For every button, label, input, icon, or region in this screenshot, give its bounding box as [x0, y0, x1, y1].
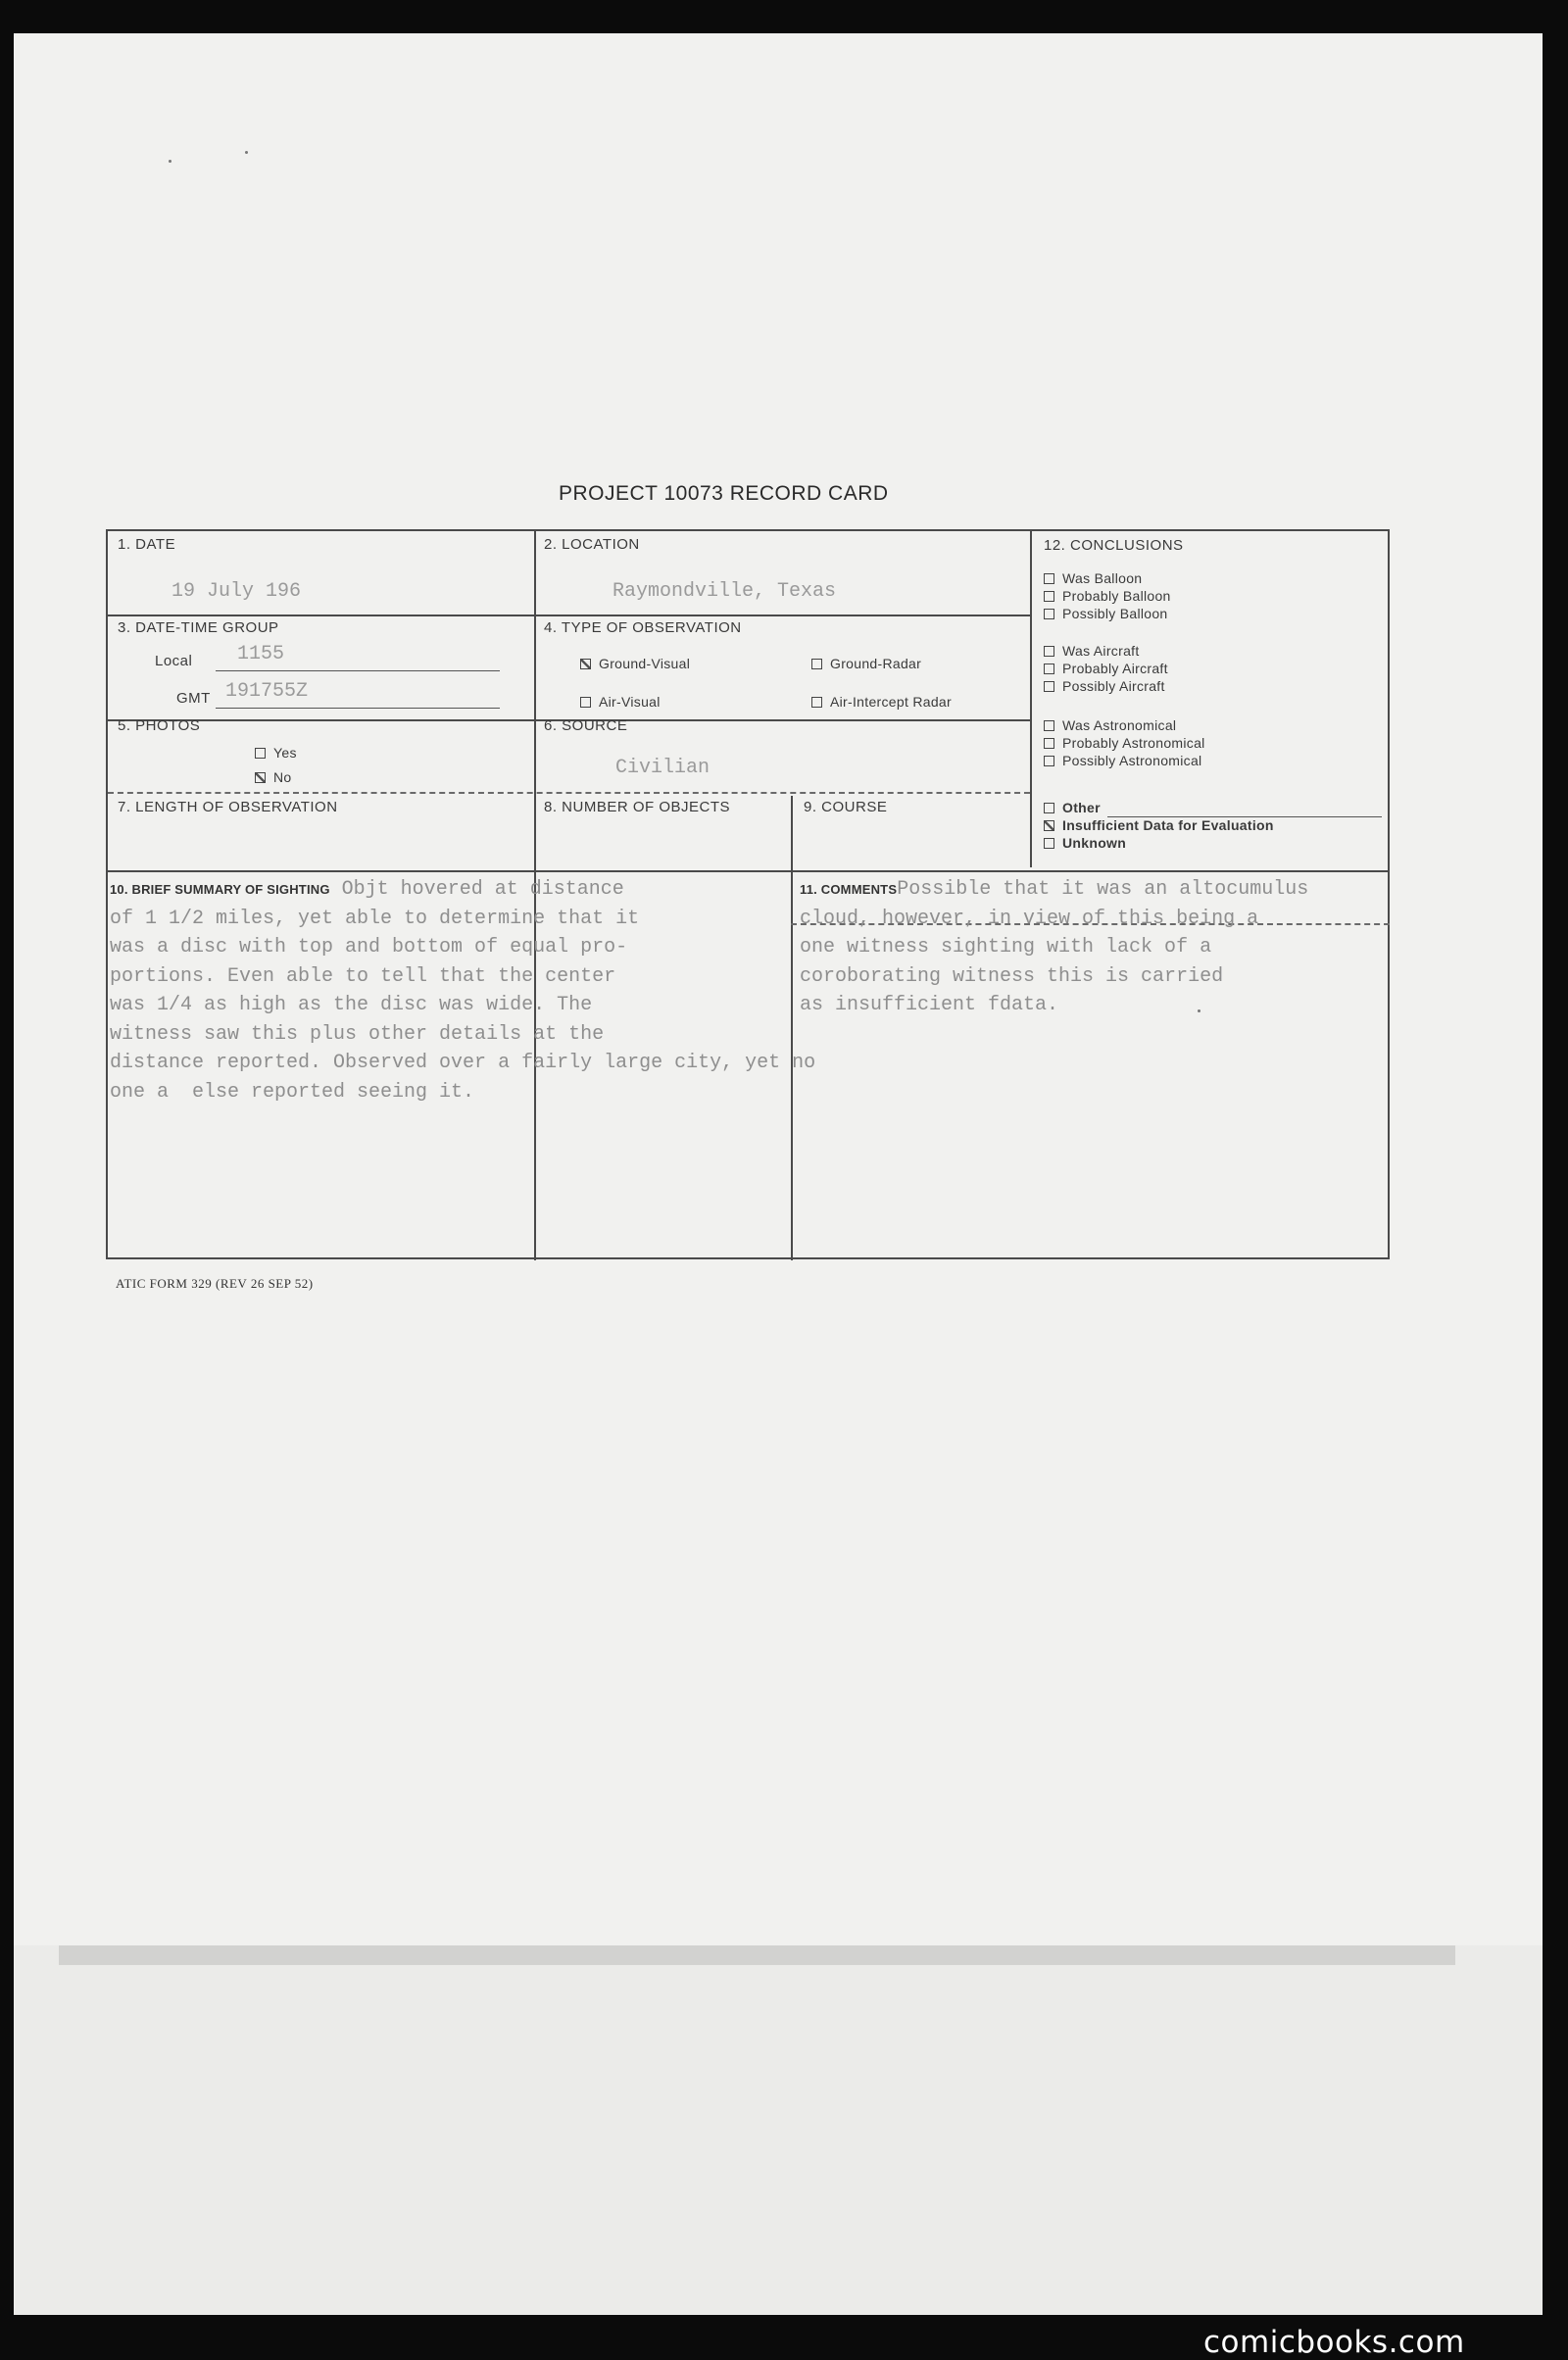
comments-line: coroborating witness this is carried [800, 964, 1224, 988]
summary-text [110, 875, 815, 1106]
option-label: Air-Intercept Radar [830, 694, 952, 710]
option-possibly-balloon[interactable] [1044, 606, 1168, 621]
row-line-1 [108, 615, 1030, 616]
speck [245, 151, 248, 154]
objects-label: 8. NUMBER OF OBJECTS [544, 799, 731, 815]
option-label: Possibly Astronomical [1062, 753, 1202, 768]
checkbox-icon[interactable] [1044, 803, 1054, 813]
option-photos-no[interactable] [255, 769, 292, 785]
speck [169, 160, 172, 163]
col-divider-conclusions [1030, 531, 1032, 867]
option-label: Probably Balloon [1062, 588, 1171, 604]
checkbox-icon[interactable] [1044, 609, 1054, 619]
checkbox-icon[interactable] [580, 659, 591, 669]
option-label: Air-Visual [599, 694, 661, 710]
comments-label: 11. COMMENTS [800, 882, 898, 897]
option-probably-balloon[interactable] [1044, 588, 1171, 604]
location-label: 2. LOCATION [544, 536, 640, 553]
checkbox-icon[interactable] [1044, 838, 1054, 849]
comments-text [800, 875, 1308, 1020]
course-label: 9. COURSE [804, 799, 888, 815]
option-probably-aircraft[interactable] [1044, 661, 1168, 676]
length-label: 7. LENGTH OF OBSERVATION [118, 799, 338, 815]
option-label: Possibly Aircraft [1062, 678, 1165, 694]
comments-line: one witness sighting with lack of a [800, 936, 1212, 959]
summary-line: was 1/4 as high as the disc was wide. The [110, 994, 593, 1016]
col-divider-course [791, 796, 793, 870]
summary-line: one a else reported seeing it. [110, 1080, 475, 1104]
row-line-4 [108, 870, 1390, 872]
comments-line: cloud, however, in view of this being a [800, 907, 1259, 930]
local-line [216, 670, 500, 671]
summary-label: 10. BRIEF SUMMARY OF SIGHTING [110, 882, 330, 897]
summary-line: witness saw this plus other details at the [110, 1022, 605, 1046]
option-probably-astronomical[interactable] [1044, 735, 1205, 751]
row-line-3 [108, 792, 1030, 794]
option-label: Yes [273, 745, 297, 761]
location-value: Raymondville, Texas [612, 580, 837, 603]
option-label: Unknown [1062, 835, 1127, 851]
checkbox-icon[interactable] [811, 697, 822, 708]
option-label: Was Aircraft [1062, 643, 1140, 659]
gmt-label: GMT [176, 690, 211, 707]
option-label: No [273, 769, 292, 785]
local-label: Local [155, 653, 193, 669]
option-label: Was Balloon [1062, 570, 1143, 586]
checkbox-icon[interactable] [1044, 681, 1054, 692]
comments-line: as insufficient fdata. [800, 994, 1059, 1016]
paper-lower-edge [14, 1945, 1543, 2315]
option-other[interactable] [1044, 800, 1101, 815]
option-possibly-astronomical[interactable] [1044, 753, 1201, 768]
dtg-label: 3. DATE-TIME GROUP [118, 619, 279, 636]
summary-line: was a disc with top and bottom of equal pro- [110, 936, 628, 959]
card-title: PROJECT 10073 RECORD CARD [559, 482, 889, 505]
summary-line: of 1 1/2 miles, yet able to determine that it [110, 907, 640, 930]
checkbox-icon[interactable] [255, 748, 266, 759]
option-label: Probably Aircraft [1062, 661, 1168, 676]
option-ground-radar[interactable] [811, 656, 921, 671]
option-insufficient-data[interactable] [1044, 817, 1274, 833]
date-label: 1. DATE [118, 536, 176, 553]
checkbox-icon[interactable] [255, 772, 266, 783]
source-value: Civilian [615, 757, 710, 779]
conclusions-label: 12. CONCLUSIONS [1044, 537, 1184, 554]
option-label: Insufficient Data for Evaluation [1062, 817, 1274, 833]
watermark: comicbooks.com [1203, 2325, 1465, 2360]
checkbox-icon[interactable] [1044, 738, 1054, 749]
checkbox-icon[interactable] [1044, 720, 1054, 731]
checkbox-icon[interactable] [1044, 573, 1054, 584]
checkbox-icon[interactable] [1044, 591, 1054, 602]
checkbox-icon[interactable] [1044, 664, 1054, 674]
checkbox-icon[interactable] [811, 659, 822, 669]
option-label: Ground-Radar [830, 656, 922, 671]
option-label: Was Astronomical [1062, 717, 1177, 733]
summary-line: Objt hovered at distance [341, 878, 624, 901]
option-ground-visual[interactable] [580, 656, 690, 671]
option-photos-yes[interactable] [255, 745, 297, 761]
option-was-balloon[interactable] [1044, 570, 1142, 586]
form-id: ATIC FORM 329 (REV 26 SEP 52) [116, 1276, 314, 1291]
source-label: 6. SOURCE [544, 717, 628, 734]
gmt-line [216, 708, 500, 709]
option-label: Other [1062, 800, 1101, 815]
option-label: Ground-Visual [599, 656, 691, 671]
option-label: Possibly Balloon [1062, 606, 1168, 621]
option-air-visual[interactable] [580, 694, 661, 710]
option-was-aircraft[interactable] [1044, 643, 1140, 659]
date-value: 19 July 196 [172, 580, 302, 603]
comments-line: Possible that it was an altocumulus [897, 878, 1309, 901]
paper-fold-shadow [59, 1945, 1455, 1965]
type-obs-label: 4. TYPE OF OBSERVATION [544, 619, 742, 636]
option-was-astronomical[interactable] [1044, 717, 1176, 733]
option-unknown[interactable] [1044, 835, 1126, 851]
gmt-value: 191755Z [225, 680, 309, 703]
checkbox-icon[interactable] [580, 697, 591, 708]
photos-label: 5. PHOTOS [118, 717, 201, 734]
option-air-intercept-radar[interactable] [811, 694, 952, 710]
summary-line: portions. Even able to tell that the center [110, 964, 616, 988]
checkbox-icon[interactable] [1044, 646, 1054, 657]
local-value: 1155 [237, 643, 285, 665]
summary-line: distance reported. Observed over a fairly large city, yet no [110, 1052, 816, 1074]
checkbox-icon[interactable] [1044, 756, 1054, 766]
option-possibly-aircraft[interactable] [1044, 678, 1165, 694]
checkbox-icon[interactable] [1044, 820, 1054, 831]
option-label: Probably Astronomical [1062, 735, 1205, 751]
